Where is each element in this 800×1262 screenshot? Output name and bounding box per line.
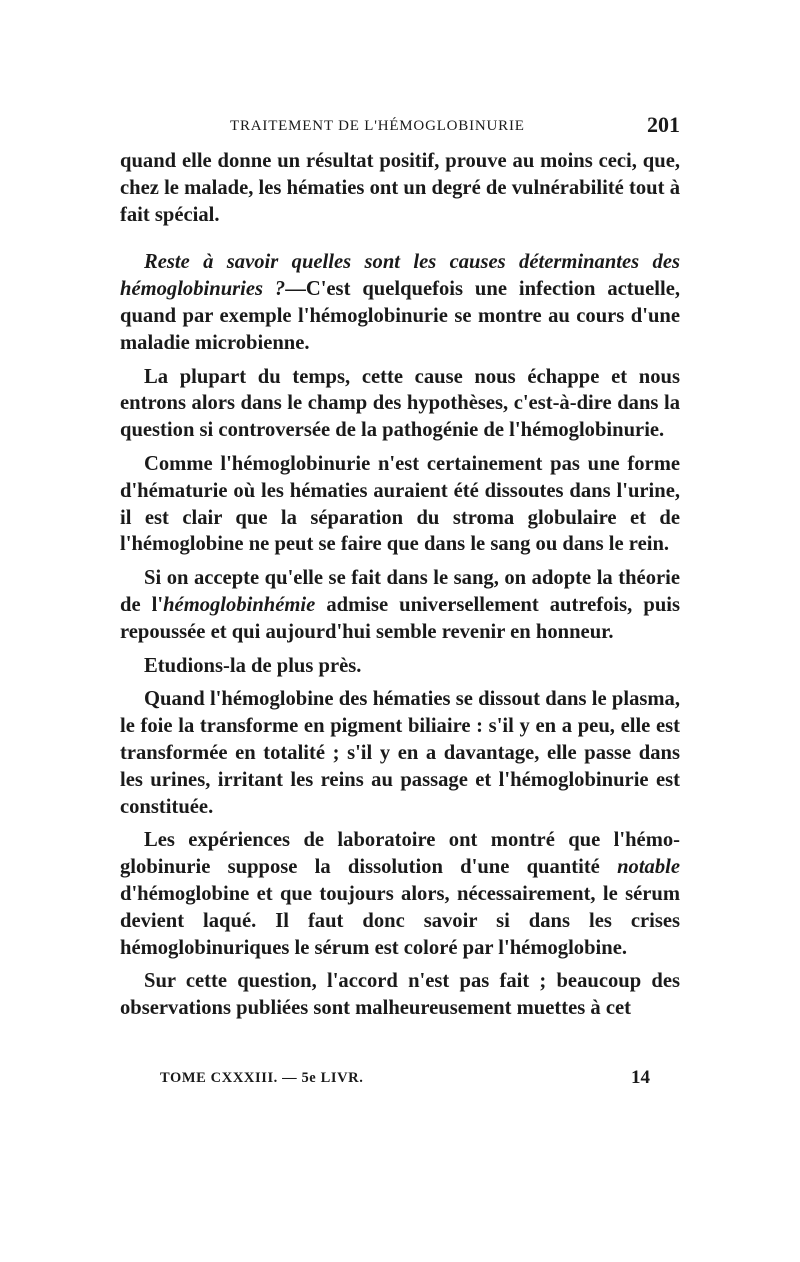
paragraph-5-term: hémoglobinhémie [163, 593, 316, 616]
signature-line [160, 1067, 650, 1093]
running-head [118, 112, 680, 142]
running-title: TRAITEMENT DE L'HÉMOGLOBINURIE [230, 118, 525, 134]
paragraph-8-end: d'hémoglobine et que toujours alors, nécessairement, le sérum devient laqué. Il faut donc savoir si dans les crises hémoglobinuriques le sérum est coloré par l'hémoglobine. [120, 882, 680, 959]
paragraph-2-question: Reste à savoir quelles sont les causes déterminantes des hémoglobinuries ? [120, 251, 680, 301]
paragraph-5-start: Si on accepte qu'elle se fait dans le sang, on adopte la théorie de l' [120, 567, 680, 616]
signature-label: TOME CXXXIII. — 5e LIVR. [160, 1070, 364, 1086]
paragraph-8-emphasis: notable [617, 856, 680, 879]
body-text [120, 148, 680, 1022]
paragraph-2 [120, 249, 680, 356]
paragraph-8 [120, 827, 680, 961]
paragraph-4: Comme l'hémoglobinurie n'est certainement pas une forme d'hématurie où les hématies auraient été dissoutes dans l'urine, il est clair que la séparation du stroma globulaire et de l'hémoglobine ne peut se faire que dans le sang ou dans le rein. [120, 452, 680, 556]
paragraph-1: quand elle donne un résultat positif, prouve au moins ceci, que, chez le malade, les hématies ont un degré de vulnérabilité tout à fait spécial. [120, 150, 680, 226]
paragraph-2-answer: —C'est quelquefois une infection actuelle, quand par exemple l'hémoglobinurie se montre au cours d'une maladie microbienne. [120, 278, 680, 354]
page-number: 201 [647, 112, 680, 137]
paragraph-5 [120, 565, 680, 645]
paragraph-8-start: Les expériences de laboratoire ont montré que l'hémoglobinurie suppose la dissolution d'une quantité [120, 829, 680, 879]
signature-number: 14 [631, 1067, 650, 1088]
paragraph-7: Quand l'hémoglobine des hématies se dissout dans le plasma, le foie la transforme en pigment biliaire : s'il y en a peu, elle est transformée en totalité ; s'il y en a davantage, elle passe dans les urines, irritant les reins au passage et l'hémoglobinurie est constituée. [120, 688, 680, 818]
paragraph-3: La plupart du temps, cette cause nous échappe et nous entrons alors dans le champ des hypothèses, c'est-à-dire dans la question si controversée de la pathogénie de l'hémoglobinurie. [120, 365, 680, 442]
paragraph-9: Sur cette question, l'accord n'est pas fait ; beaucoup des observations publiées sont malheureusement muettes à cet [120, 970, 680, 1020]
paragraph-6: Etudions-la de plus près. [144, 654, 362, 677]
paragraph-5-end: admise universellement autrefois, puis repoussée et qui aujourd'hui semble revenir en honneur. [120, 593, 681, 643]
